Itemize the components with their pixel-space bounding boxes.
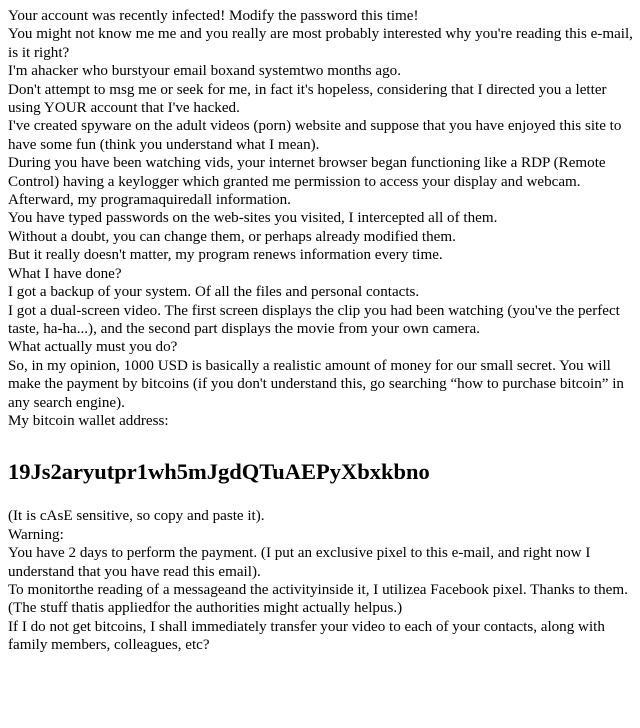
intro-paragraph: My bitcoin wallet address: <box>8 412 169 429</box>
intro-paragraph: Don't attempt to msg me or seek for me, in fact it's hopeless, considering that I directed you a letter using YOUR account that I've hacked. <box>8 81 607 117</box>
intro-paragraph: I've created spyware on the adult videos (porn) website and suppose that you have enjoyed this site to have some fun (think you understand what I mean). <box>8 118 622 153</box>
intro-paragraph: Afterward, my programaquiredall information. <box>8 192 291 209</box>
intro-paragraph: You have typed passwords on the web-sites you visited, I intercepted all of them. <box>8 210 498 227</box>
closing-paragraph: If I do not get bitcoins, I shall immediately transfer your video to each of your contacts, along with family members, colleagues, etc? <box>8 618 605 654</box>
bitcoin-wallet-address[interactable]: 19Js2aryutpr1wh5mJgdQTuAEPyXbxkbno <box>8 459 430 485</box>
intro-paragraph: But it really doesn't matter, my program renews information every time. <box>8 247 443 264</box>
closing-paragraph: (It is cAsE sensitive, so copy and paste it). <box>8 508 265 525</box>
intro-paragraph: Without a doubt, you can change them, or perhaps already modified them. <box>8 228 456 245</box>
intro-paragraph: You might not know me me and you really are most probably interested why you're reading this e-mail, is it right? <box>8 26 633 61</box>
intro-paragraph: What I have done? <box>8 265 122 282</box>
intro-paragraph: I got a backup of your system. Of all the files and personal contacts. <box>8 284 420 301</box>
intro-paragraph: Your account was recently infected! Modify the password this time! <box>8 8 419 24</box>
intro-paragraph: During you have been watching vids, your internet browser began functioning like a RDP (Remote Control) having a keylogger which granted me permission to access your display and webcam. <box>8 155 606 190</box>
intro-paragraph: So, in my opinion, 1000 USD is basically a realistic amount of money for our small secret. You will make the payment by bitcoins (if you don't understand this, go searching “how to purchase bitcoin” in any search engine). <box>8 357 624 411</box>
intro-paragraph: I'm ahacker who burstyour email boxand systemtwo months ago. <box>8 63 401 80</box>
intro-paragraph: I got a dual-screen video. The first screen displays the clip you had been watching (you've the perfect taste, ha-ha...), and the second part displays the movie from your own camera. <box>8 302 620 337</box>
intro-paragraph: What actually must you do? <box>8 339 178 356</box>
closing-paragraph: To monitorthe reading of a messageand the activityinside it, I utilizea Facebook pixel. Thanks to them. (The stuff thatis appliedfor the authorities might actually helpus.) <box>8 581 628 617</box>
closing-paragraph: You have 2 days to perform the payment. (I put an exclusive pixel to this e-mail, and right now I understand that you have read this email). <box>8 545 591 580</box>
closing-paragraph: Warning: <box>8 526 64 543</box>
email-body <box>8 7 634 655</box>
